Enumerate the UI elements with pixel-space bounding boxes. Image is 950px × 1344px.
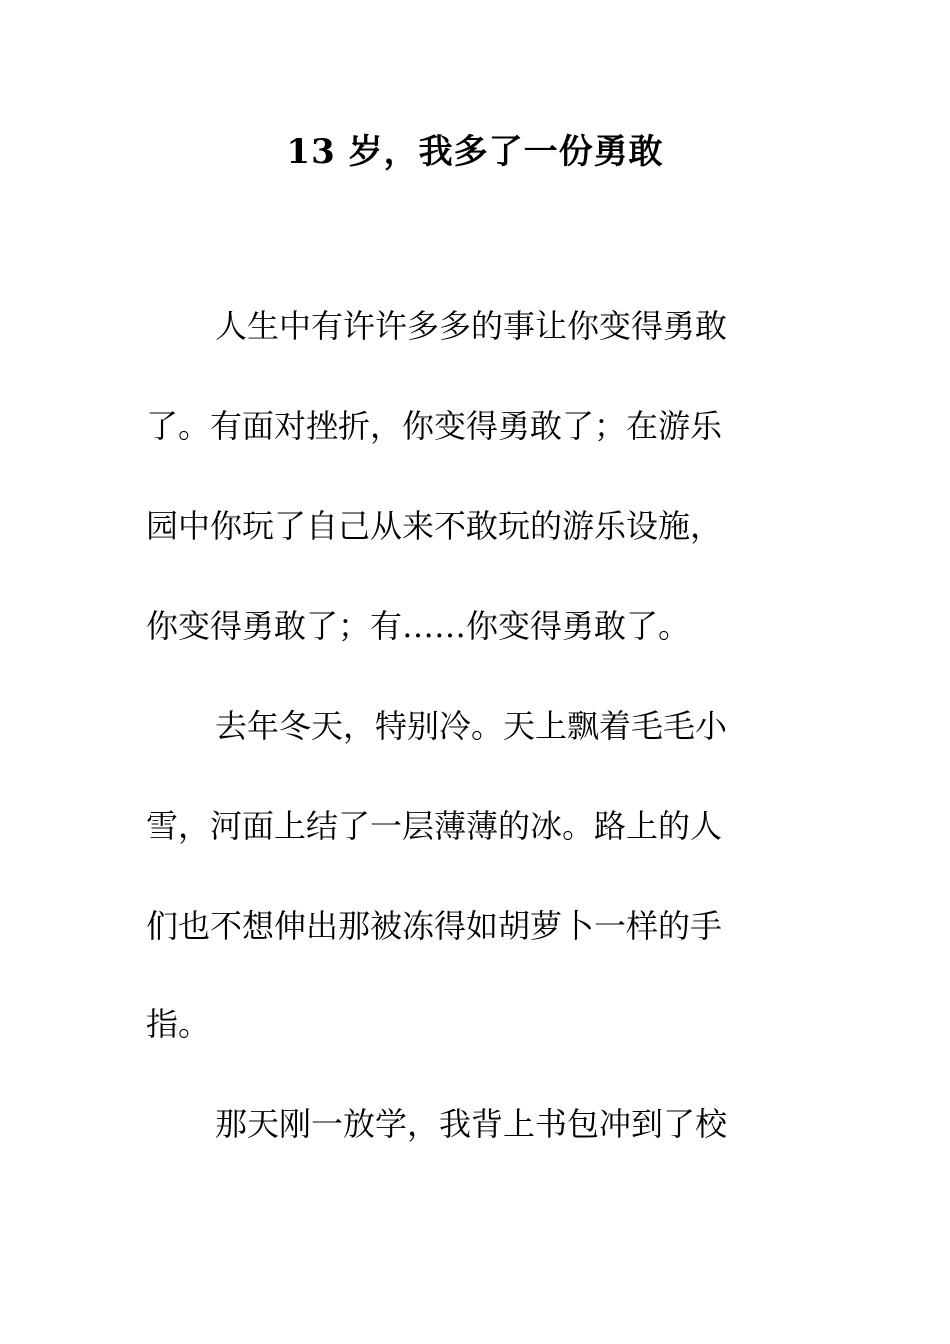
paragraph-line: 那天刚一放学，我背上书包冲到了校 [215,1105,728,1143]
paragraph-line: 你变得勇敢了；有……你变得勇敢了。 [146,607,691,645]
paragraph-line: 园中你玩了自己从来不敢玩的游乐设施， [146,507,723,545]
paragraph-line: 指。 [146,1005,211,1043]
paragraph-line: 人生中有许许多多的事让你变得勇敢 [215,307,728,345]
document-title: 13 岁，我多了一份勇敢 [286,132,664,172]
paragraph-line: 们也不想伸出那被冻得如胡萝卜一样的手 [146,907,723,945]
paragraph-line: 去年冬天，特别冷。天上飘着毛毛小 [215,707,728,745]
paragraph-line: 了。有面对挫折，你变得勇敢了；在游乐 [146,407,723,445]
paragraph-line: 雪，河面上结了一层薄薄的冰。路上的人 [146,807,723,845]
